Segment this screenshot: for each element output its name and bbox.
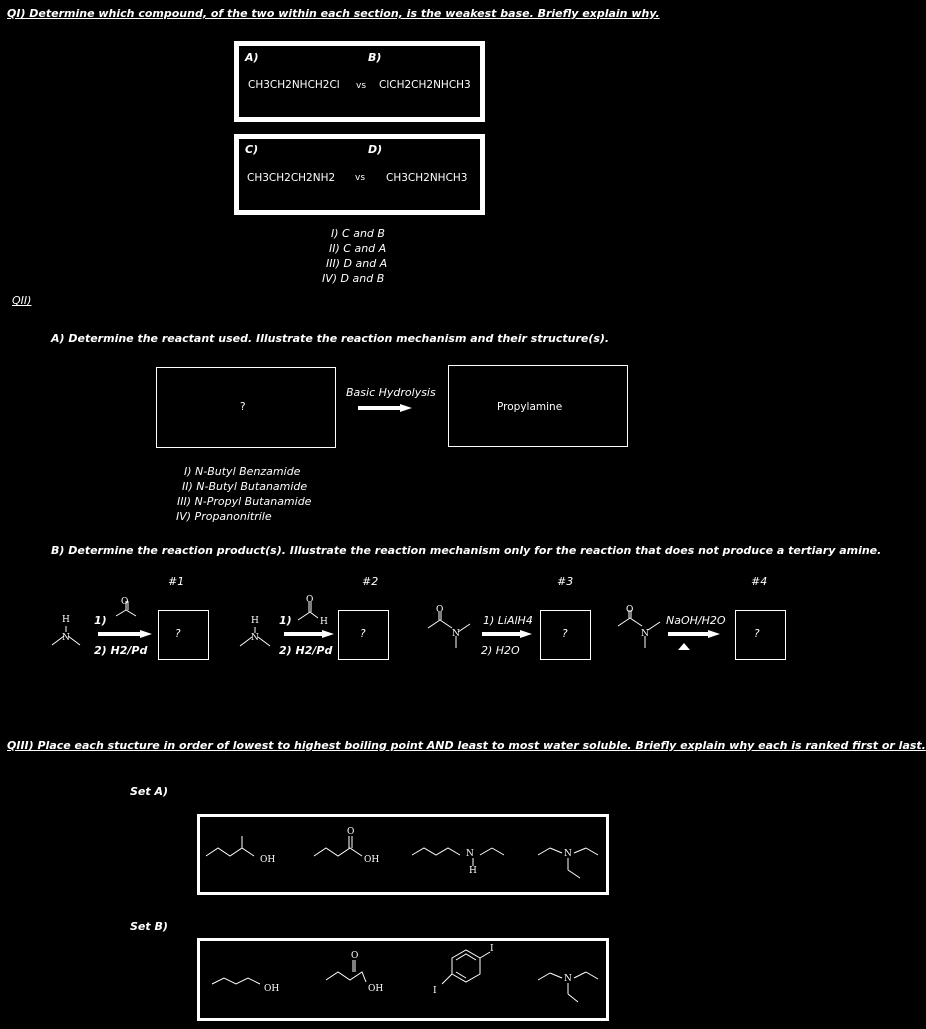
r3-o-atom: O xyxy=(436,605,444,615)
q2a-option-2: II) N-Butyl Butanamide xyxy=(182,480,308,493)
q2b-num-3: #3 xyxy=(557,575,574,588)
r4-o-atom: O xyxy=(626,605,634,615)
r3-n-atom: N xyxy=(452,629,460,639)
q2b-r3-arrow xyxy=(482,630,532,638)
q2a-arrow-label: Basic Hydrolysis xyxy=(346,386,436,399)
q1-compound-c: CH3CH2CH2NH2 xyxy=(247,172,336,184)
q1-compound-a: CH3CH2NHCH2Cl xyxy=(248,79,340,91)
set-b-diiodobenzene xyxy=(442,950,490,984)
q2a-prompt: A) Determine the reactant used. Illustrate the reaction mechanism and their structure(s). xyxy=(51,332,610,345)
q1-vs-ab: vs xyxy=(356,81,367,91)
q2b-r2-arrow xyxy=(284,630,334,638)
set-b-primary-alcohol xyxy=(212,978,260,984)
q2b-r4-reactant-structure xyxy=(618,610,660,648)
q2a-unknown: ? xyxy=(240,401,246,413)
q1-label-b: B) xyxy=(368,51,382,64)
set-b-carboxylic-acid xyxy=(326,960,366,982)
set-a-secondary-amine xyxy=(412,848,504,866)
set-b-oh-1: OH xyxy=(264,984,280,994)
q2b-r4-product: ? xyxy=(754,628,760,640)
set-a-oh-1: OH xyxy=(260,855,276,865)
q2b-r1-step1: 1) xyxy=(94,614,107,627)
r2-n-atom: N xyxy=(251,633,259,643)
r2-h2-atom: H xyxy=(320,617,328,627)
q1-vs-cd: vs xyxy=(355,173,366,183)
set-a-carboxylic-acid xyxy=(314,836,362,856)
set-a-oh-2: OH xyxy=(364,855,380,865)
q2b-r3-step2: 2) H2O xyxy=(481,644,520,657)
q2b-r3-step1: 1) LiAlH4 xyxy=(483,614,533,627)
q2b-r3-product: ? xyxy=(562,628,568,640)
q1-header: QI) Determine which compound, of the two within each section, is the weakest base. Briefly explain why. xyxy=(7,7,660,20)
q2-label: QII) xyxy=(12,294,32,307)
set-a-o-1: O xyxy=(347,827,355,837)
q2a-reaction-arrow xyxy=(358,404,412,412)
q2a-option-1: I) N-Butyl Benzamide xyxy=(184,465,301,478)
q1-compound-d: CH3CH2NHCH3 xyxy=(386,172,468,184)
r2-o-atom: O xyxy=(306,595,314,605)
q1-label-a: A) xyxy=(245,51,259,64)
q1-option-3: III) D and A xyxy=(326,257,388,270)
set-b-oh-2: OH xyxy=(368,984,384,994)
q2b-prompt: B) Determine the reaction product(s). Illustrate the reaction mechanism only for the reaction that does not produce a tertiary amine. xyxy=(51,544,882,557)
q3-set-b-label: Set B) xyxy=(130,920,168,933)
q2b-r1-product: ? xyxy=(175,628,181,640)
q1-option-4: IV) D and B xyxy=(322,272,385,285)
r4-n-atom: N xyxy=(641,629,649,639)
q3-header: QIII) Place each stucture in order of lowest to highest boiling point AND least to most water soluble. Briefly explain why each is ranked first or last. xyxy=(7,739,926,752)
r1-n-atom: N xyxy=(62,633,70,643)
set-a-n-1: N xyxy=(466,849,474,859)
q2b-r1-arrow xyxy=(98,630,152,638)
q2a-product: Propylamine xyxy=(497,401,563,413)
r1-h-atom: H xyxy=(62,615,70,625)
q2b-num-4: #4 xyxy=(751,575,768,588)
q2b-r1-step2: 2) H2/Pd xyxy=(94,644,148,657)
set-b-i-2: I xyxy=(433,986,437,996)
q2b-num-2: #2 xyxy=(362,575,379,588)
q1-option-1: I) C and B xyxy=(331,227,385,240)
q1-compound-b: ClCH2CH2NHCH3 xyxy=(379,79,471,91)
q2a-option-4: IV) Propanonitrile xyxy=(176,510,272,523)
q2b-r2-step2: 2) H2/Pd xyxy=(279,644,333,657)
q2b-r3-reactant-structure xyxy=(428,612,470,648)
q2b-num-1: #1 xyxy=(168,575,185,588)
r1-o-atom: O xyxy=(121,597,129,607)
q1-option-2: II) C and A xyxy=(329,242,387,255)
q2a-option-3: III) N-Propyl Butanamide xyxy=(177,495,312,508)
heat-triangle-icon xyxy=(678,643,690,650)
set-a-secondary-alcohol xyxy=(206,836,254,856)
q2b-r4-step1: NaOH/H2O xyxy=(666,614,726,627)
q1-label-c: C) xyxy=(245,143,259,156)
r2-h-atom: H xyxy=(251,616,259,626)
q1-label-d: D) xyxy=(368,143,383,156)
q2b-r4-arrow xyxy=(668,630,720,638)
q3-set-a-label: Set A) xyxy=(130,785,169,798)
set-b-i-1: I xyxy=(490,944,494,954)
q2b-r2-step1: 1) xyxy=(279,614,292,627)
set-b-o-1: O xyxy=(351,951,359,961)
set-a-h-1: H xyxy=(469,866,477,876)
q2b-r2-product: ? xyxy=(360,628,366,640)
set-a-n-2: N xyxy=(564,849,572,859)
set-b-n-1: N xyxy=(564,974,572,984)
